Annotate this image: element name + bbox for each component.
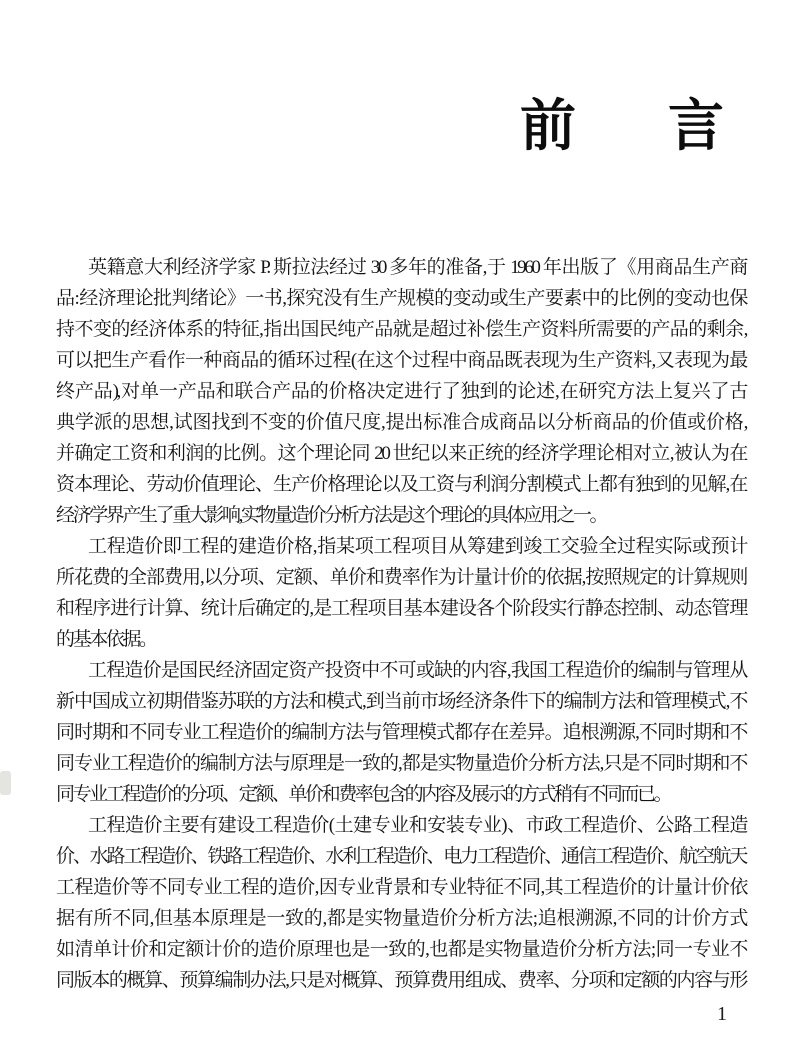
- text-line: 工程造价即工程的建造价格,指某项工程项目从筹建到竣工交验全过程实际或预计: [88, 536, 746, 557]
- text-line: 持不变的经济体系的特征,指出国民纯产品就是超过补偿生产资料所需要的产品的剩余,: [56, 319, 746, 340]
- paragraph-1: [56, 252, 746, 531]
- body-text: [56, 252, 746, 996]
- paragraph-3: [56, 655, 746, 810]
- text-line: 工程造价等不同专业工程的造价,因专业背景和专业特征不同,其工程造价的计量计价依: [56, 877, 746, 898]
- text-line: 可以把生产看作一种商品的循环过程(在这个过程中商品既表现为生产资料,又表现为最: [56, 350, 746, 371]
- text-line: 同时期和不同专业工程造价的编制方法与管理模式都存在差异。追根溯源,不同时期和不: [56, 722, 746, 743]
- page-title: 前 言: [520, 94, 742, 157]
- text-line: 价、水路工程造价、铁路工程造价、水利工程造价、电力工程造价、通信工程造价、航空航天: [56, 846, 746, 867]
- text-line: 品:经济理论批判绪论》一书,探究没有生产规模的变动或生产要素中的比例的变动也保: [56, 288, 746, 309]
- page-number: 1: [717, 1003, 727, 1025]
- text-line: 工程造价主要有建设工程造价(土建专业和安装专业)、市政工程造价、公路工程造: [88, 815, 746, 836]
- text-line: 工程造价是国民经济固定资产投资中不可或缺的内容,我国工程造价的编制与管理从: [88, 660, 746, 681]
- text-line: 英籍意大利经济学家 P. 斯拉法经过 30 多年的准备,于 1960 年出版了《用商品生产商: [88, 257, 746, 278]
- text-line: 新中国成立初期借鉴苏联的方法和模式,到当前市场经济条件下的编制方法和管理模式,不: [56, 691, 746, 712]
- text-line: 所花费的全部费用,以分项、定额、单价和费率作为计量计价的依据,按照规定的计算规则: [56, 567, 746, 588]
- text-line: 据有所不同,但基本原理是一致的,都是实物量造价分析方法;追根溯源,不同的计价方式: [56, 908, 746, 929]
- text-line: 经济学界产生了重大影响,实物量造价分析方法是这个理论的具体应用之一。: [56, 505, 607, 526]
- text-line: 资本理论、劳动价值理论、生产价格理论以及工资与利润分割模式上都有独到的见解,在: [56, 474, 746, 495]
- text-line: 同版本的概算、预算编制办法,只是对概算、预算费用组成、费率、分项和定额的内容与形: [56, 970, 746, 991]
- paragraph-4: [56, 810, 746, 996]
- text-line: 同专业工程造价的编制方法与原理是一致的,都是实物量造价分析方法,只是不同时期和不: [56, 753, 746, 774]
- scan-artifact: [0, 771, 11, 795]
- text-line: 的基本依据。: [56, 629, 156, 650]
- text-line: 如清单计价和定额计价的造价原理也是一致的,也都是实物量造价分析方法;同一专业不: [56, 939, 746, 960]
- text-line: 终产品),对单一产品和联合产品的价格决定进行了独到的论述,在研究方法上复兴了古: [56, 381, 746, 402]
- text-line: 同专业工程造价的分项、定额、单价和费率包含的内容及展示的方式稍有不同而已。: [56, 784, 671, 805]
- text-line: 典学派的思想,试图找到不变的价值尺度,提出标准合成商品以分析商品的价值或价格,: [56, 412, 746, 433]
- paragraph-2: [56, 531, 746, 655]
- text-line: 并确定工资和利润的比例。这个理论同 20 世纪以来正统的经济学理论相对立,被认为在: [56, 443, 746, 464]
- text-line: 和程序进行计算、统计后确定的,是工程项目基本建设各个阶段实行静态控制、动态管理: [56, 598, 746, 619]
